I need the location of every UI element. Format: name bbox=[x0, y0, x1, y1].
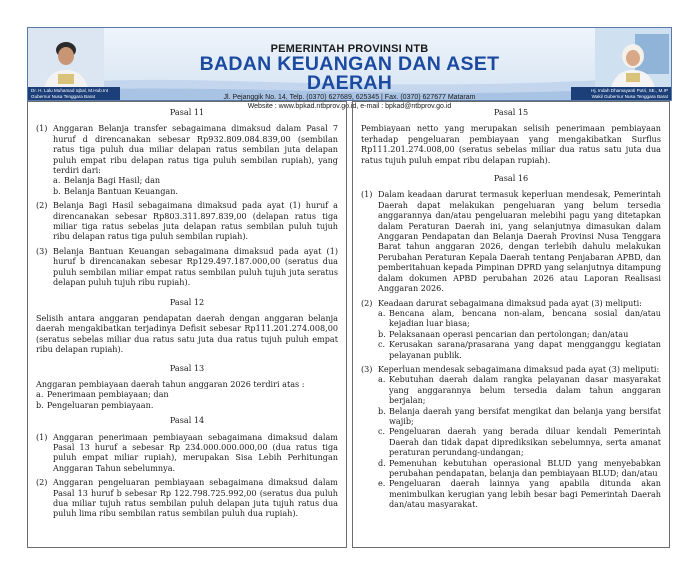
article-title: Pasal 15 bbox=[493, 107, 529, 117]
sub-item: c. Pengeluaran daerah yang berada diluar kendali Pemerintah Daerah dan tidak dapat diprediksikan sebelumnya, serta amanat peraturan perundang-undangan; bbox=[378, 426, 661, 458]
sub-item: d. Pemenuhan kebutuhan operasional BLUD yang menyebabkan perubahan pendapatan, belanja dan pembiayaan BLUD; dan/atau bbox=[378, 457, 661, 478]
clause-text: Anggaran pengeluaran pembiayaan sebagaimana dimaksud dalam Pasal 13 huruf b sebesar Rp 122.798.725.992,00 (seratus dua puluh dua miliar tujuh ratus sembilan puluh delapan juta tujuh ratus dua puluh lima ribu sembilan ratus sembilan puluh dua rupiah). bbox=[53, 477, 338, 519]
sub-item: a. Kebutuhan daerah dalam rangka pelayanan dasar masyarakat yang anggarannya belum tersedia dalam tahun anggaran berjalan; bbox=[378, 374, 661, 406]
clause-number: (2) bbox=[36, 477, 48, 488]
clause-text: Keperluan mendesak sebagaimana dimaksud pada ayat (3) meliputi: bbox=[378, 363, 660, 374]
agency-header-banner bbox=[27, 27, 672, 110]
sub-item: a. Bencana alam, bencana non-alam, bencana sosial dan/atau kejadian luar biasa; bbox=[378, 307, 661, 329]
article-paragraph: Anggaran pembiayaan daerah tahun anggaran 2026 terdiri atas : bbox=[36, 378, 305, 389]
governor-role: Gubernur Nusa Tenggara Barat bbox=[31, 94, 96, 99]
clause-number: (3) bbox=[36, 245, 48, 256]
sub-item: c. Kerusakan sarana/prasarana yang dapat mengganggu kegiatan pelayanan publik. bbox=[378, 339, 661, 360]
clause bbox=[361, 189, 661, 293]
clause bbox=[361, 364, 661, 510]
agency-address: Jl. Pejanggik No. 14, Telp. (0370) 627689, 625345 | Fax. (0370) 627677 Mataram bbox=[223, 94, 476, 101]
vice-governor-name: Hj. Indah Dhamayanti Putri, SE., M.IP bbox=[591, 88, 668, 93]
clause-text: Anggaran Belanja transfer sebagaimana dimaksud dalam Pasal 7 huruf d direncanakan sebesar Rp932.809.084.839,00 (sembilan ratus tiga puluh dua miliar delapan ratus sembilan juta delapan puluh empat ribu delapan ratus tiga puluh sembilan rupiah), yang terdiri dari: bbox=[53, 123, 338, 176]
sub-item: b. Pengeluaran pembiayaan. bbox=[36, 399, 154, 410]
sub-item: a. Belanja Bagi Hasil; dan bbox=[53, 175, 161, 186]
clause-number: (1) bbox=[36, 431, 48, 442]
vice-governor-role: Wakil Gubernur Nusa Tenggara Barat bbox=[591, 94, 668, 99]
clause-text: Belanja Bagi Hasil sebagaimana dimaksud pada ayat (1) huruf a direncanakan sebesar Rp803.311.897.839,00 (delapan ratus tiga miliar tiga ratus sebelas juta delapan ratus sembilan puluh tujuh ribu delapan ratus tiga puluh sembilan rupiah). bbox=[53, 200, 338, 242]
sub-item: b. Belanja daerah yang bersifat mengikat dan belanja yang bersifat wajib; bbox=[378, 405, 661, 426]
province-name: PEMERINTAH PROVINSI NTB bbox=[270, 43, 429, 55]
clause bbox=[36, 123, 338, 196]
sub-item: b. Belanja Bantuan Keuangan. bbox=[53, 185, 178, 196]
agency-name: BADAN KEUANGAN DAN ASET DAERAH bbox=[199, 53, 500, 94]
clause bbox=[361, 298, 661, 360]
clause-text: Dalam keadaan darurat termasuk keperluan mendesak, Pemerintah Daerah dapat melakukan pengeluaran yang belum tersedia anggarannya dan/atau pengeluaran melebihi pagu yang ditetapkan dalam Peraturan Daerah ini, yang selanjutnya dimasukan dalam Anggaran Pendapatan dan Belanja Daerah Provinsi Nusa Tenggara Barat tahun anggaran 2026, dengan terlebih dahulu melakukan Perubahan Peraturan Kepala Daerah tentang Penjabaran APBD, dan pemberitahuan kepada Pimpinan DPRD yang selanjutnya ditampung dalam dokumen APBD perubahan 2026 atau Laporan Realisasi Anggaran 2026. bbox=[378, 189, 661, 294]
clause-text: Keadaan darurat sebagaimana dimaksud pada ayat (3) meliputi: bbox=[378, 297, 642, 308]
article-title: Pasal 13 bbox=[169, 362, 205, 373]
clause-number: (1) bbox=[361, 189, 373, 200]
sub-item: b. Pelaksanaan operasi pencarian dan pertolongan; dan/atau bbox=[378, 328, 629, 339]
article-title: Pasal 16 bbox=[493, 173, 529, 184]
clause bbox=[36, 246, 338, 288]
clause-number: (2) bbox=[361, 297, 373, 308]
right-column bbox=[352, 101, 670, 548]
clause-number: (3) bbox=[361, 363, 373, 374]
sub-item: a. Penerimaan pembiayaan; dan bbox=[36, 389, 169, 400]
article-paragraph: Selisih antara anggaran pendapatan daerah dengan anggaran belanja daerah mengakibatkan terjadinya Defisit sebesar Rp111.201.274.008,00 (seratus sebelas miliar dua ratus satu juta dua ratus tujuh puluh empat ribu delapan rupiah). bbox=[36, 312, 338, 355]
vice-governor-caption bbox=[571, 87, 671, 100]
article-title: Pasal 12 bbox=[169, 296, 205, 307]
article-title: Pasal 14 bbox=[169, 415, 205, 426]
sub-item: e. Pengeluaran daerah lainnya yang apabila ditunda akan menimbulkan kerugian yang lebih besar bagi Pemerintah Daerah dan/atau masyarakat. bbox=[378, 478, 661, 510]
clause bbox=[36, 432, 338, 474]
clause-number: (1) bbox=[36, 123, 48, 134]
clause-number: (2) bbox=[36, 200, 48, 211]
clause bbox=[36, 200, 338, 242]
article-paragraph: Pembiayaan netto yang merupakan selisih penerimaan pembiayaan terhadap pengeluaran pembiayaan yang mengakibatkan Surflus Rp111.201.274.008,00 (seratus sebelas miliar dua ratus satu juta dua ratus tujuh puluh empat ribu delapan rupiah). bbox=[361, 123, 661, 165]
governor-caption bbox=[28, 87, 120, 100]
clause-text: Belanja Bantuan Keuangan sebagaimana dimaksud pada ayat (1) huruf b direncanakan sebesar Rp129.497.187.000,00 (seratus dua puluh sembilan miliar empat ratus sembilan puluh tujuh juta seratus delapan puluh tujuh ribu rupiah). bbox=[53, 245, 338, 288]
header-text-block bbox=[178, 28, 521, 111]
article-title: Pasal 11 bbox=[169, 107, 205, 117]
clause bbox=[36, 477, 338, 519]
governor-name: Dr. H. Lalu Muhamad Iqbal, M.Hub.Int bbox=[31, 88, 109, 93]
left-column bbox=[27, 101, 347, 548]
clause-text: Anggaran penerimaan pembiayaan sebagaimana dimaksud dalam Pasal 13 huruf a sebesar Rp 234.000.000.000,00 (dua ratus tiga puluh empat miliar rupiah), merupakan Sisa Lebih Perhitungan Anggaran Tahun sebelumnya. bbox=[53, 431, 338, 473]
agency-website: Website : www.bpkad.ntbprov.go.id, e-mail : bpkad@ntbprov.go.id bbox=[247, 103, 452, 110]
